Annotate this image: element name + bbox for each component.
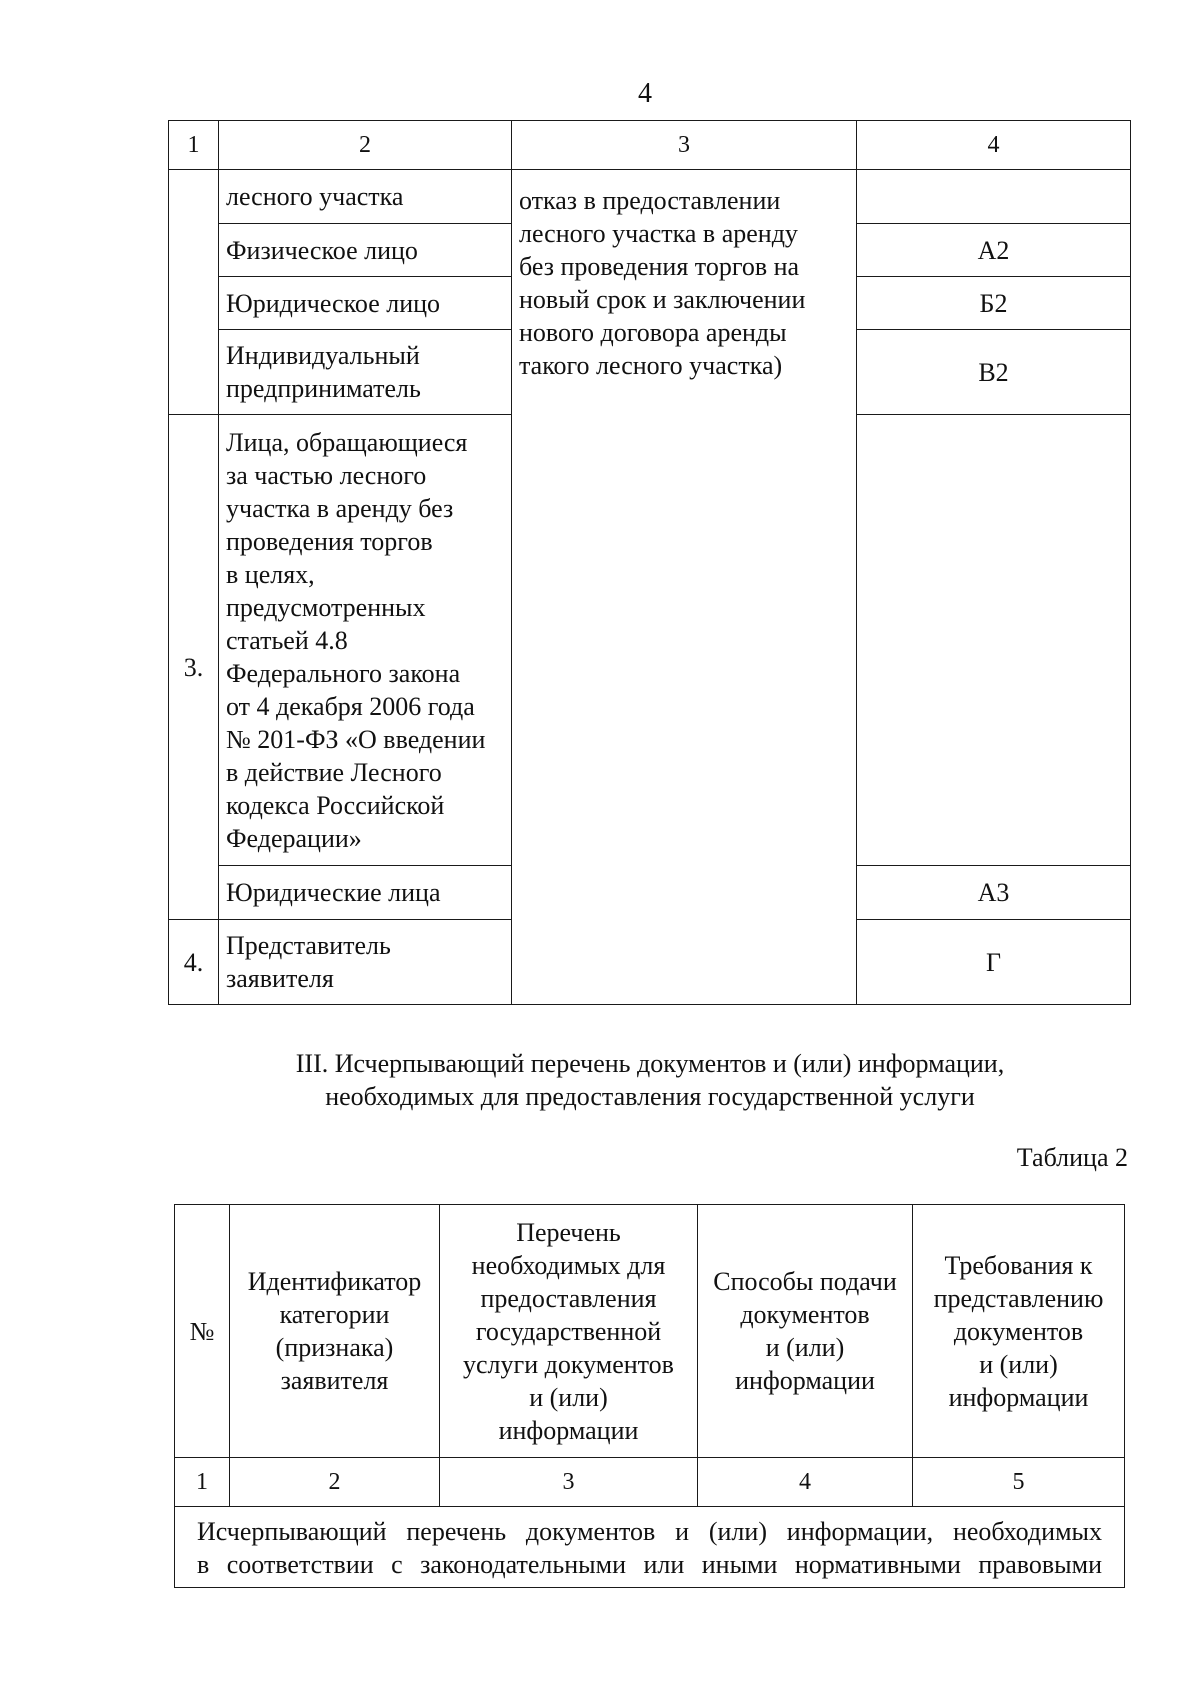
table2-header-cell: [698, 1205, 913, 1458]
code-cell: [857, 415, 1131, 866]
header-line: информации: [735, 1366, 875, 1395]
table-caption: Таблица 2: [1016, 1143, 1128, 1172]
category-cell: [219, 920, 512, 1005]
table2-merged-row: [175, 1507, 1125, 1588]
category-line: за частью лесного: [226, 460, 427, 490]
category-line: № 201-ФЗ «О введении: [226, 724, 486, 754]
category-cell: [219, 415, 512, 866]
table2-header-cell: [230, 1205, 440, 1458]
column-number-cell: 2: [230, 1458, 440, 1507]
header-line: Требования к: [944, 1250, 1093, 1280]
category-line: Федерации»: [226, 823, 362, 853]
table2-header-cell: [175, 1205, 230, 1458]
header-line: заявителя: [280, 1366, 389, 1395]
header-line: категории: [279, 1300, 390, 1329]
category-line: от 4 декабря 2006 года: [226, 691, 475, 721]
category-line: в действие Лесного: [226, 757, 442, 787]
table2-header-row: [175, 1205, 1125, 1458]
header-line: и (или): [979, 1349, 1058, 1379]
code-cell: [857, 170, 1131, 224]
header-line: представлению: [933, 1283, 1104, 1313]
category-line: предусмотренных: [226, 592, 426, 622]
category-line: заявителя: [226, 964, 334, 993]
column-number-cell: 1: [175, 1458, 230, 1507]
table2-number-row: [175, 1458, 1125, 1507]
merged-text-line: Исчерпывающий перечень документов и (или) информации, необходимых: [197, 1517, 1102, 1546]
table1-header-cell: 3: [512, 121, 857, 170]
category-cell: [219, 330, 512, 415]
category-line: Лица, обращающиеся: [226, 427, 468, 457]
code-cell: А2: [857, 224, 1131, 277]
header-line: №: [189, 1316, 215, 1346]
row-number-cell: 4.: [169, 920, 219, 1005]
table1-header-cell: 2: [219, 121, 512, 170]
merged-text-cell: [175, 1507, 1125, 1588]
table1-header-row: [169, 121, 1131, 170]
code-cell: Б2: [857, 277, 1131, 330]
basis-line: такого лесного участка): [519, 351, 783, 380]
header-line: документов: [953, 1316, 1084, 1346]
basis-cell: [512, 170, 857, 1005]
category-line: проведения торгов: [226, 526, 433, 556]
header-line: информации: [948, 1382, 1089, 1412]
basis-line: новый срок и заключении: [519, 285, 806, 314]
column-number-cell: 3: [440, 1458, 698, 1507]
header-line: Способы подачи: [713, 1267, 897, 1296]
basis-line: лесного участка в аренду: [519, 219, 798, 248]
code-cell: Г: [857, 920, 1131, 1005]
header-line: и (или): [529, 1382, 608, 1412]
category-cell: Юридические лица: [219, 866, 512, 920]
category-line: кодекса Российской: [226, 790, 445, 820]
basis-line: без проведения торгов на: [519, 252, 800, 281]
category-line: Представитель: [226, 931, 391, 960]
header-line: Идентификатор: [247, 1267, 422, 1296]
column-number-cell: 4: [698, 1458, 913, 1507]
category-cell: Физическое лицо: [219, 224, 512, 277]
header-line: и (или): [765, 1333, 845, 1362]
merged-text-line: в соответствии с законодательными или иными нормативными правовыми: [197, 1550, 1102, 1579]
category-line: статьей 4.8: [226, 625, 348, 655]
section-heading-line: III. Исчерпывающий перечень документов и (или) информации,: [295, 1049, 1005, 1078]
basis-line: нового договора аренды: [519, 318, 787, 347]
category-line: предприниматель: [226, 374, 421, 403]
header-line: информации: [498, 1415, 639, 1445]
code-cell: А3: [857, 866, 1131, 920]
section-heading: [185, 1047, 1115, 1113]
table1-header-cell: 1: [169, 121, 219, 170]
category-cell: Юридическое лицо: [219, 277, 512, 330]
category-line: Федерального закона: [226, 658, 461, 688]
header-line: (признака): [275, 1333, 394, 1362]
table2-header-cell: [440, 1205, 698, 1458]
category-cell: лесного участка: [219, 170, 512, 224]
basis-line: отказ в предоставлении: [519, 186, 781, 215]
category-line: Индивидуальный: [226, 341, 420, 370]
documents-table: [174, 1204, 1125, 1588]
code-cell: В2: [857, 330, 1131, 415]
table1-header-cell: 4: [857, 121, 1131, 170]
header-line: предоставления: [480, 1283, 657, 1313]
section-heading-line: необходимых для предоставления государственной услуги: [325, 1082, 975, 1111]
header-line: услуги документов: [463, 1349, 674, 1379]
row-number-cell: 3.: [169, 415, 219, 920]
column-number-cell: 5: [913, 1458, 1125, 1507]
page-number: 4: [638, 78, 652, 109]
table-row: [169, 170, 1131, 224]
header-line: Перечень: [516, 1217, 621, 1247]
table2-header-cell: [913, 1205, 1125, 1458]
row-number-cell: [169, 170, 219, 415]
header-line: государственной: [475, 1316, 662, 1346]
applicant-categories-table: [168, 120, 1131, 1005]
category-line: в целях,: [226, 559, 315, 589]
header-line: необходимых для: [471, 1250, 666, 1280]
header-line: документов: [740, 1300, 870, 1329]
category-line: участка в аренду без: [226, 493, 454, 523]
